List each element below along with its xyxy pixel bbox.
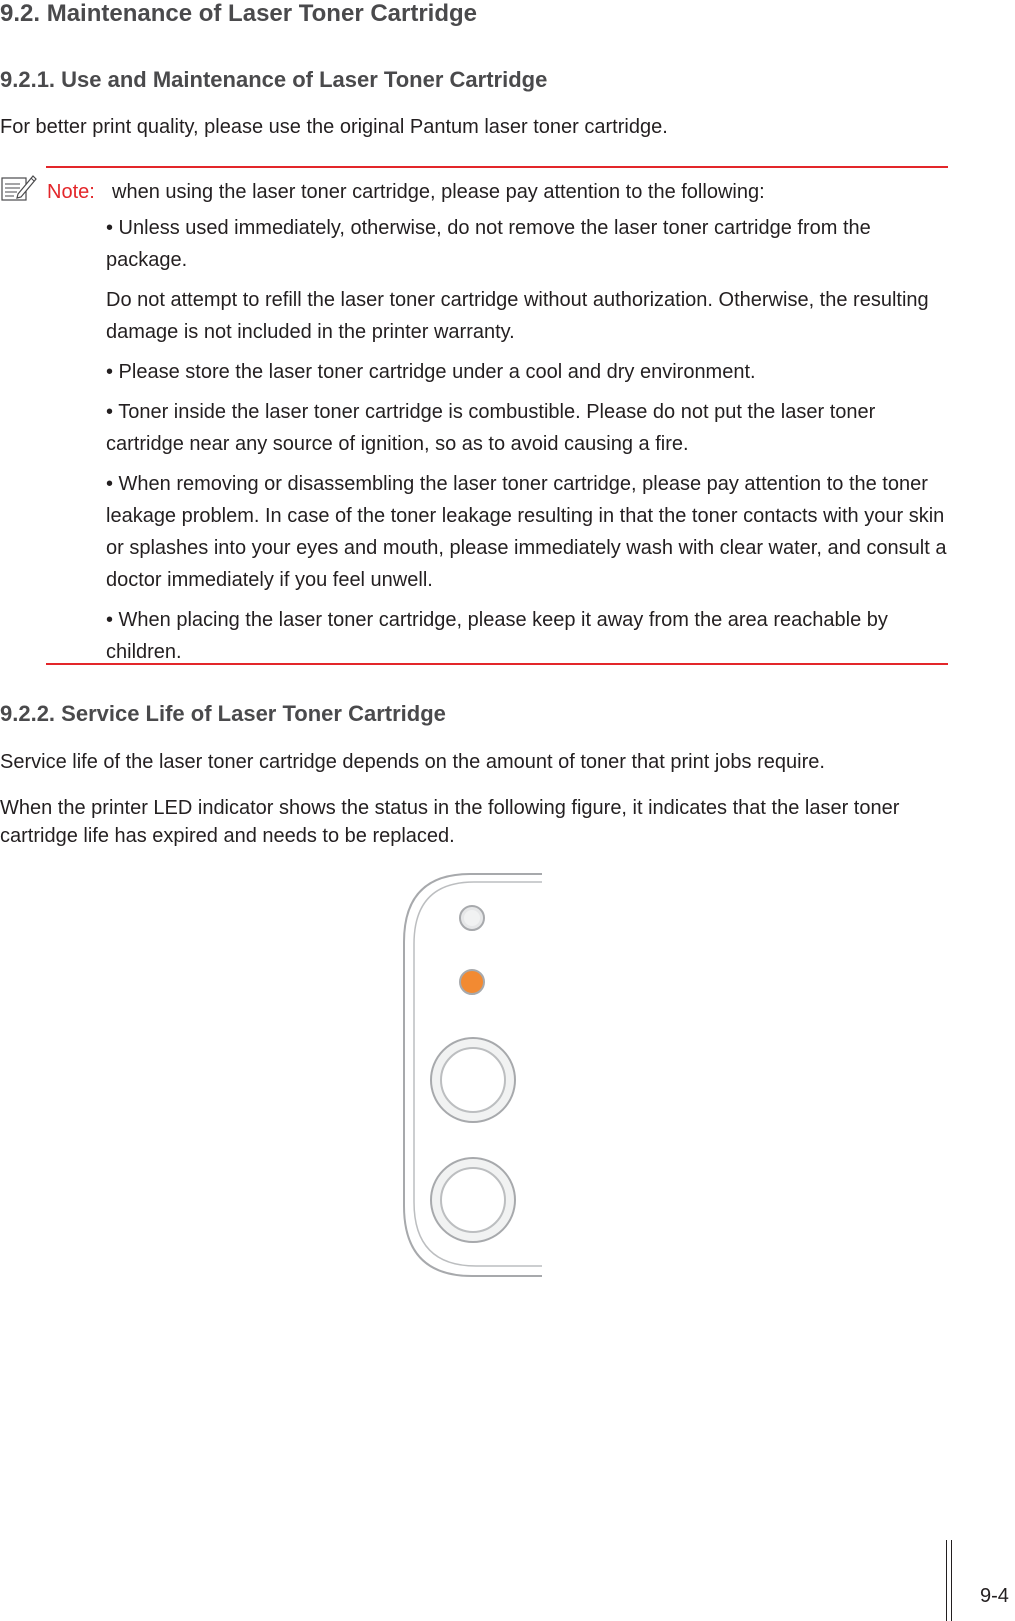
note-item: • When removing or disassembling the laser toner cartridge, please pay attention to the toner leakage problem. In case of the toner leakage resulting in that the toner contacts with your skin or splashes into your eyes and mouth, please immediately wash with clear water, and consult a doctor immediately if you feel unwell.: [106, 473, 947, 591]
note-pencil-icon: [0, 172, 38, 204]
note-intro: when using the laser toner cartridge, please pay attention to the following:: [112, 181, 765, 203]
led-status-paragraph: When the printer LED indicator shows the status in the following figure, it indicates that the laser toner cartridge life has expired and needs to be replaced.: [0, 797, 900, 847]
note-bottom-divider: [46, 663, 948, 665]
printer-control-panel-figure: [400, 870, 550, 1280]
note-item: • When placing the laser toner cartridge, please keep it away from the area reachable by children.: [106, 609, 888, 663]
subsection-title-use-maintenance: 9.2.1. Use and Maintenance of Laser Toner Cartridge: [0, 67, 548, 92]
note-item: • Please store the laser toner cartridge under a cool and dry environment.: [106, 361, 756, 383]
intro-paragraph: For better print quality, please use the original Pantum laser toner cartridge.: [0, 116, 668, 138]
note-item: • Toner inside the laser toner cartridge is combustible. Please do not put the laser toner cartridge near any source of ignition, so as to avoid causing a fire.: [106, 401, 876, 455]
section-title: 9.2. Maintenance of Laser Toner Cartridge: [0, 0, 478, 27]
page-number-bar: [946, 1540, 952, 1621]
note-item: • Unless used immediately, otherwise, do not remove the laser toner cartridge from the package.: [106, 217, 871, 271]
page-number: 9-4: [980, 1585, 1009, 1607]
note-list: [106, 212, 956, 676]
note-label: Note:: [47, 181, 95, 203]
service-life-paragraph: Service life of the laser toner cartridge depends on the amount of toner that print jobs require.: [0, 751, 825, 773]
subsection-title-service-life: 9.2.2. Service Life of Laser Toner Cartridge: [0, 701, 446, 726]
toner-led-on: [460, 970, 484, 994]
note-top-divider: [46, 166, 948, 168]
note-item: Do not attempt to refill the laser toner cartridge without authorization. Otherwise, the resulting damage is not included in the printer warranty.: [106, 289, 929, 343]
